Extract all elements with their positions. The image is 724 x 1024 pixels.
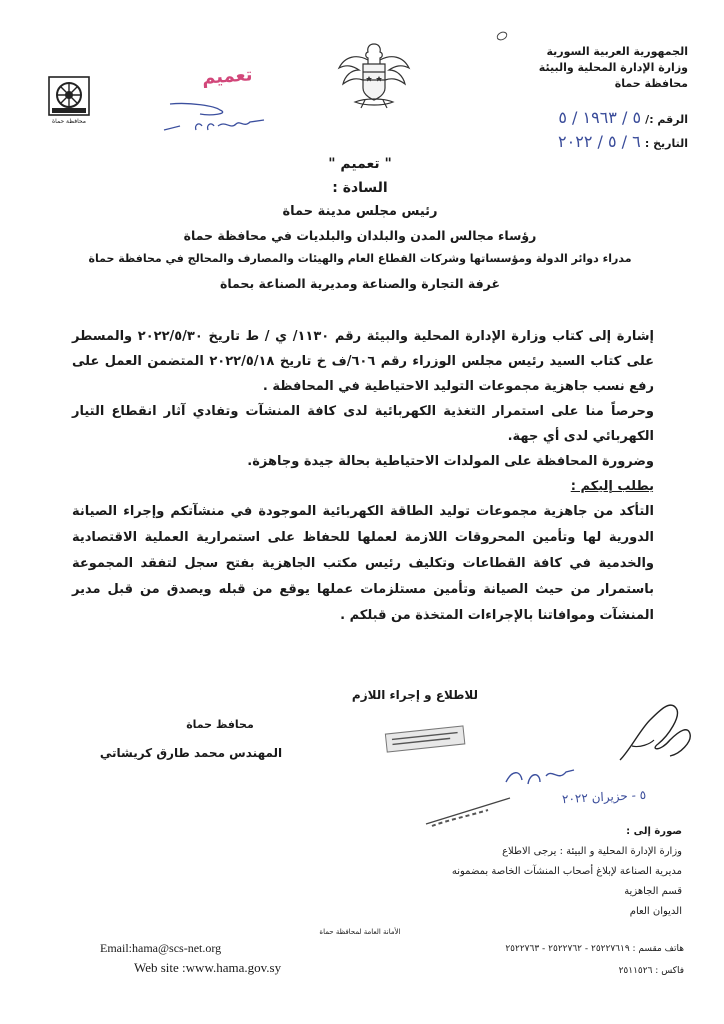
footer-website: Web site :www.hama.gov.sy xyxy=(134,960,282,975)
recipient-line-1: رئيس مجلس مدينة حماة xyxy=(282,204,438,219)
handwritten-initials-icon xyxy=(500,762,580,792)
footer-fax: فاكس : ٢٥١١٥٢٦ xyxy=(618,966,684,976)
recipient-line-4: غرفة التجارة والصناعة ومديرية الصناعة بحماة xyxy=(219,276,501,291)
header-block xyxy=(488,44,688,92)
document-title: " تعميم " xyxy=(328,156,392,172)
copy-item-4: الديوان العام xyxy=(629,906,682,917)
handwritten-date: ٥ - حزيران ٢٠٢٢ xyxy=(561,787,647,807)
date-value: ٦ / ٥ / ٢٠٢٢ xyxy=(558,132,641,151)
signatory-title: محافظ حماة xyxy=(186,718,254,731)
copy-item-2: مديرية الصناعة لإبلاغ أصحاب المنشآت الخاصة بمضمونه xyxy=(451,866,682,877)
signatory-name: المهندس محمد طارق كريشاتي xyxy=(99,746,283,760)
date-label: التاريخ : xyxy=(644,137,688,150)
copies-section xyxy=(402,822,682,922)
body-paragraph-2: وحرصاً منا على استمرار التغذية الكهربائية لدى كافة المنشآت وتفادي آثار انقطاع التيار الكهربائي لدى أي جهة. xyxy=(72,404,654,444)
handwritten-signature-icon xyxy=(610,690,700,770)
closing-line: للاطلاع و إجراء اللازم xyxy=(351,688,479,702)
reference-value: ٥ / ١٩٦٣ / ٥ xyxy=(558,108,642,127)
copy-item-1: وزارة الإدارة المحلية و البيئة : يرجى الاطلاع xyxy=(502,846,682,857)
syrian-eagle-emblem-icon xyxy=(335,36,413,114)
salutation: السادة : xyxy=(332,180,388,196)
header-line-1: الجمهورية العربية السورية xyxy=(546,45,688,58)
logo-caption: محافظة حماة xyxy=(52,118,86,125)
body-section xyxy=(72,324,654,629)
copies-label: صورة إلى : xyxy=(626,826,682,837)
footer-email: Email:hama@scs-net.org xyxy=(100,941,222,955)
header-line-3: محافظة حماة xyxy=(614,77,688,90)
request-heading: يطلب إليكم : xyxy=(570,479,654,494)
handwritten-note-scribble-icon xyxy=(160,96,280,140)
body-paragraph-1: إشارة إلى كتاب وزارة الإدارة المحلية والبيئة رقم ١١٣٠/ ي / ط تاريخ ٢٠٢٢/٥/٣٠ والمسطر على كتاب السيد رئيس مجلس الوزراء رقم ٦٠٦/ف خ تاريخ ٢٠٢٢/٥/١٨ المتضمن العمل على رفع نسب جاهزية مجموعات التوليد الاحتياطية في المحافظة . xyxy=(72,329,655,394)
recipient-line-3: مدراء دوائر الدولة ومؤسساتها وشركات القطاع العام والهيئات والمصارف والمحالج في محافظة حماة xyxy=(88,252,632,265)
footer-phone: هاتف مقسم : ٢٥٢٢٧٦١٩ - ٢٥٢٢٧٦٢ - ٢٥٢٢٧٦٣ xyxy=(505,944,684,954)
pen-mark-icon xyxy=(494,30,510,42)
copy-item-3: قسم الجاهزية xyxy=(624,886,682,897)
reference-row xyxy=(478,108,688,127)
body-paragraph-3: وضرورة المحافظة على المولدات الاحتياطية بحالة جيدة وجاهزة. xyxy=(247,454,654,469)
date-row xyxy=(478,132,688,151)
hama-noria-logo-icon xyxy=(48,76,90,116)
request-paragraph: التأكد من جاهزية مجموعات توليد الطاقة الكهربائية الموجودة في منشآتكم وإجراء الصيانة الدورية لها وتأمين المحروقات اللازمة لعملها للحفاظ على استمرارية العملية الاقتصادية والخدمية في كافة القطاعات وتكليف رئيس مكتب الجاهزية بفتح سجل لتفقد المجموعة باستمرار من حيث الصيانة وتأمين مستلزمات عملها يوقع من قبله ويصدق من قبل مدير المنشآت وموافاتنا بالإجراءات المتخذة من قبلكم . xyxy=(72,504,654,623)
circular-stamp: تعميم xyxy=(201,64,254,89)
received-stamp-icon xyxy=(380,722,470,754)
header-line-2: وزارة الإدارة المحلية والبيئة xyxy=(538,61,688,74)
footer-secretariat: الأمانة العامة لمحافظة حماة xyxy=(319,928,401,936)
recipient-line-2: رؤساء مجالس المدن والبلدان والبلديات في محافظة حماة xyxy=(183,228,537,243)
reference-label: الرقم :/ xyxy=(645,113,688,126)
